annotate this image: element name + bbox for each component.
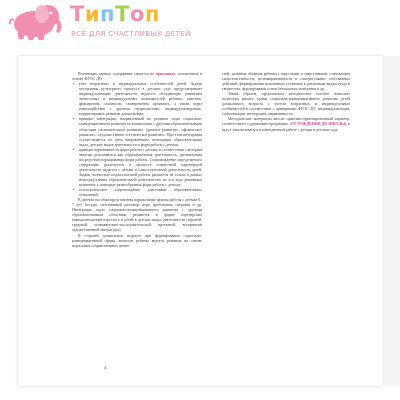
elephant-logo-icon bbox=[4, 0, 66, 42]
principles-list bbox=[72, 82, 202, 198]
body-paragraph: Таким образом, предлагаемое методическое пособие позволяет педагогам решать задачи социально-коммуникативного развития детей дошкольного возраста с учетом возрастных и индивидуальных особенностей в соответствии с принципами ФГОС ДО: индивидуализации, социализации, интеграции, вариативности. bbox=[222, 92, 350, 117]
body-paragraph: Методические материалы вносят практико-ориентированный характер, соответствуют содержанию программы «ОТ РОЖДЕНИЯ ДО ШКОЛЫ» и могут использоваться в повседневной работе с детьми в детском саду. bbox=[222, 117, 350, 132]
site-logo[interactable] bbox=[0, 0, 400, 44]
list-item: • учет возрастных и индивидуальных особенностей детей. Задачи построения культурного процесса в детском саду предусматривает индивидуализацию деятельности педагога, обладающую развитием личностных и индивидуальных возможностей ребенка, замечать, фиксировать сложности, своевременно проявлять, а также через взаимодействие с другими специалистами, индивидуализировать, корректировать развитие дошкольника; bbox=[79, 82, 202, 117]
list-item: • принцип интеграции, направленный на решение задач социально-коммуникативного развития во взаимосвязи с другими образовательными областями «познавательное развитие», «речевое развитие», «физическое развитие», «художественно-эстетическое развитие». При этом интеграция осуществляется по трем направлениям: интеграция образовательных задач, детских видов деятельности и форм работы с детьми; bbox=[79, 117, 202, 147]
brand-name: ТипТоп bbox=[70, 2, 160, 26]
body-paragraph: В старшем дошкольном возрасте при формировании социально-коммуникативной сферы личности ребенка ведется развитие на основе моральных и нравственных ценно- bbox=[72, 233, 202, 248]
list-item: • принцип вариативности форм работы с детьми, в соответствии с которым занятия дополняются как образовательная деятельность, организуемая посредством варьирования форм работы. Сопровождение определяемого содержания реализуется в процессе совместной партнерской деятельности педагога с детьми и самостоятельной деятельности детей. Задачи полностью педагогической работы решаются не только в рамках непосредственно образовательной деятельности, но и в ходе режимных моментов, с помощью разнообразных форм работы с детьми; bbox=[79, 148, 202, 188]
right-column bbox=[222, 72, 350, 133]
book-page bbox=[18, 56, 383, 386]
page-number: 4 bbox=[104, 365, 107, 370]
intro-paragraph: Реализация данных содержания строится на принципах, положенных в основу ФГОС ДО: bbox=[72, 72, 202, 82]
left-column bbox=[72, 72, 202, 249]
page-edge bbox=[384, 56, 400, 386]
body-paragraph: В данном пособии представлены парциальные формы работы с детьми 6–7 лет. Беседы, ситуативный разговор, игра, проблемная ситуация и др. Интеграция задач социально-коммуникативного развития с другими образовательными областями решаются в форме партнерских взаимоотношений взрослого и детей в детских видах деятельности (игровой, трудовой, познавательно-исследовательской, проектной, восприятии художественной литературы). bbox=[72, 198, 202, 233]
brand-tagline: ВСЁ ДЛЯ СЧАСТЛИВЫХ ДЕТЕЙ bbox=[71, 29, 191, 38]
body-paragraph: стей; развития общения ребенка с взрослыми и сверстниками, становления самостоятельности, целенаправленности и саморегуляции собственных действий; формирования позитивных установок к различным видам труда и творчества, формирования основ безопасного поведения и др. bbox=[222, 72, 350, 92]
list-item: • психологическое сопровождение участников образовательных отношений. bbox=[79, 188, 202, 198]
